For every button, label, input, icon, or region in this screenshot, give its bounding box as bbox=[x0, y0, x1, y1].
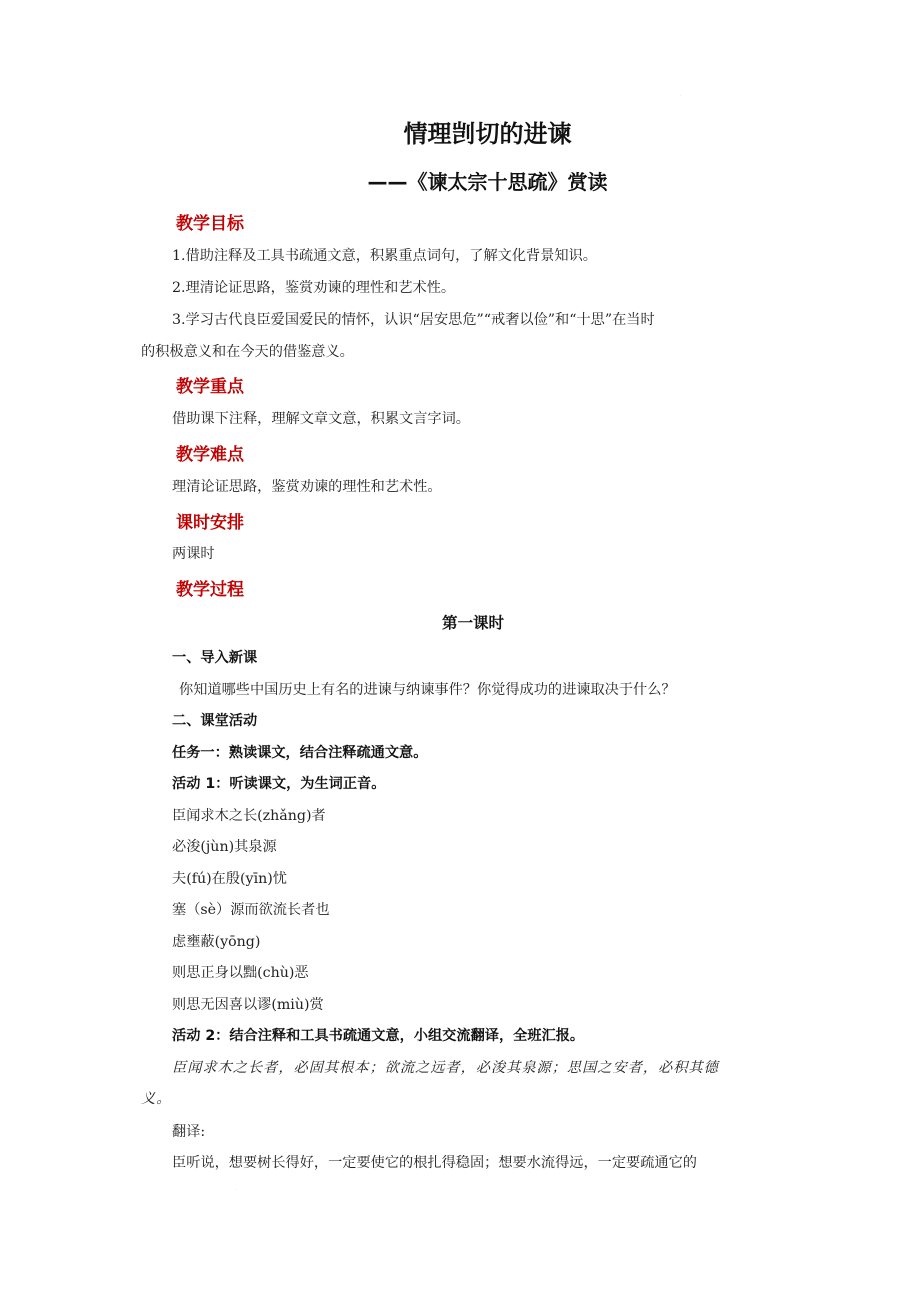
objective-item: 2.理清论证思路，鉴赏劝谏的理性和艺术性。 bbox=[172, 280, 456, 296]
scan-dot-bottom: . bbox=[236, 1186, 238, 1191]
pronunciation-item: 则思无因喜以谬(miù)赏 bbox=[172, 997, 324, 1013]
classical-quote-line: 义。 bbox=[141, 1091, 172, 1107]
difficulties-heading: 教学难点 bbox=[176, 445, 244, 465]
scan-dot-top: . bbox=[680, 92, 682, 97]
objective-item: 3.学习古代良臣爱国爱民的情怀，认识“居安思危”“戒奢以俭”和“十思”在当时 bbox=[172, 312, 655, 328]
classical-quote-line: 臣闻求木之长者，必固其根本；欲流之远者，必浚其泉源；思国之安者，必积其德 bbox=[172, 1060, 719, 1076]
part1-heading: 一、导入新课 bbox=[172, 650, 258, 666]
difficulties-text: 理清论证思路，鉴赏劝谏的理性和艺术性。 bbox=[172, 479, 442, 495]
schedule-text: 两课时 bbox=[172, 546, 215, 562]
part2-heading: 二、课堂活动 bbox=[172, 713, 258, 729]
task1-heading: 任务一：熟读课文，结合注释疏通文意。 bbox=[172, 745, 428, 761]
page-title: 情理剀切的进谏 bbox=[403, 120, 572, 148]
objectives-heading: 教学目标 bbox=[176, 214, 244, 234]
pronunciation-item: 臣闻求木之长(zhǎng)者 bbox=[172, 808, 326, 824]
pronunciation-item: 则思正身以黜(chù)恶 bbox=[172, 965, 309, 981]
activity2-heading: 活动 2：结合注释和工具书疏通文意，小组交流翻译，全班汇报。 bbox=[172, 1028, 585, 1044]
pronunciation-item: 必浚(jùn)其泉源 bbox=[172, 839, 277, 855]
lesson-title: 第一课时 bbox=[442, 614, 505, 632]
schedule-heading: 课时安排 bbox=[176, 513, 244, 533]
objective-item: 1.借助注释及工具书疏通文意，积累重点词句，了解文化背景知识。 bbox=[172, 248, 597, 264]
translation-text: 臣听说，想要树长得好，一定要使它的根扎得稳固；想要水流得远，一定要疏通它的 bbox=[172, 1155, 697, 1171]
process-heading: 教学过程 bbox=[176, 580, 244, 600]
key-points-heading: 教学重点 bbox=[176, 377, 244, 397]
pronunciation-item: 夫(fú)在殷(yīn)忧 bbox=[172, 871, 287, 887]
key-points-text: 借助课下注释，理解文章文意，积累文言字词。 bbox=[172, 411, 470, 427]
pronunciation-item: 塞（sè）源而欲流长者也 bbox=[172, 902, 330, 918]
objective-item-continued: 的积极意义和在今天的借鉴意义。 bbox=[141, 344, 354, 360]
pronunciation-item: 虑壅蔽(yōng) bbox=[172, 934, 261, 950]
part1-text: 你知道哪些中国历史上有名的进谏与纳谏事件？你觉得成功的进谏取决于什么？ bbox=[179, 682, 676, 698]
translation-label: 翻译: bbox=[172, 1124, 206, 1140]
activity1-heading: 活动 1：听读课文，为生词正音。 bbox=[172, 776, 386, 792]
page-subtitle: ——《谏太宗十思疏》赏读 bbox=[367, 170, 608, 194]
